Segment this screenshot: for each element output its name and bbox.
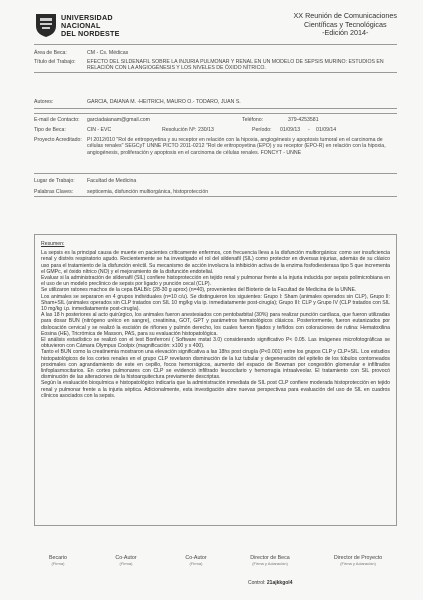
conference-line-3: -Edición 2014- <box>322 28 369 38</box>
phone-value: 379-4253581 <box>288 117 319 123</box>
abstract-paragraph: Se utilizaron ratones machos de la cepa BALB/c (28-30 g aprox) (n=40), provenientes del Bioterio de la Facultad de Medicina de la UNNE. <box>41 287 357 294</box>
header <box>34 12 399 54</box>
signature-sub: (Firma y Aclaración) <box>252 561 288 566</box>
abstract-paragraph: A las 18 h posteriores al acto quirúrgico, los animales fueron anestesiados con pentobarbital (30%) para realizar punción cardíaca, que fueron utilizadas para dosar BUN (nitrógeno uréico en sangre), creatinina, GOT, GPT y parámetros hematológicos clásicos. Posteriormente, fueron eutanizados por dislocación cervical y se realizó la escisión de riñones y pulmón derecho, los cuales fueron fijados y teñidos con coloraciones de rutina: Hematoxilina Eosina (HE), Tricrómica de Masson, PAS, para su evaluación histopatológica. <box>41 312 390 337</box>
abstract-paragraph: Según la evaluación bioquímica e histopatológico indicaría que la administración inmediata de SIL post CLP confiere moderada histoprotección en tejido renal y pulmonar frente a la injuria séptica. Adicionalmente, esta investigación abre nuevas perspectivas para evaluación del uso de SIL en cuadros clínicos asociados con la sepsis. <box>41 380 390 399</box>
project-value: PI 2012/010 "Rol de eritropoyetina y su receptor en relación con la hipoxia, angiogénesis y apoptosis tumoral en el carcinoma de células renales" SEGCyT UNNE PICTO 2011-0212 "Rol de eritropoyetina (EPO) y su receptor (EPO-R) en relación con la hipoxia, angiogénesis, proliferación y apoptosis en el carcinoma de células renales. FONCYT - UNNE <box>87 137 386 156</box>
resolution-label: Resolución Nº: <box>162 127 197 133</box>
signature-label: Co-Autor <box>185 555 207 561</box>
abstract-box <box>34 234 397 526</box>
signature-becario <box>28 555 88 566</box>
signature-coautor-2 <box>166 555 226 566</box>
authors-value: GARCIA, DAIANA M. -HEITRICH, MAURO O.- TODARO, JUAN S. <box>87 99 241 105</box>
university-name-line-3: DEL NORDESTE <box>61 29 120 38</box>
divider-2 <box>34 108 397 109</box>
period-label: Período: <box>252 127 272 133</box>
signature-sub: (Firma y Aclaración) <box>340 561 376 566</box>
abstract-paragraph: Los animales se separaron en 4 grupos individuales (n=10 c/u). Se distinguieron los siguientes: Grupo I: Sham (animales operados sin CLP), Grupo II: Sham+SIL (animales operados sin CLP tratados con SIL 10 mg/kg vía ip. inmediatamente post-cirugía); Grupo III: CLP y Grupo IV (CLP tratados con SIL 10 mg/kg i.p. inmediatamente post-cirugía). <box>41 293 390 313</box>
signature-sub: (Firma) <box>189 561 203 566</box>
university-logo-icon <box>34 12 58 38</box>
signature-label: Co-Autor <box>115 555 137 561</box>
divider-4 <box>34 173 397 174</box>
divider-1 <box>34 72 397 73</box>
divider-5 <box>34 196 397 197</box>
abstract-paragraph: El análisis estadístico se realizó con el test Bonferroni ( Software mstat 3.0) considerando significativo P< 0.05. Las imágenes microfotográficas se obtuvieron con Cámara Olympus Coolpix (magnificación: x100 y x 400). <box>41 337 390 350</box>
resolution-value: 230/13 <box>198 127 214 133</box>
email-label: E-mail de Contacto: <box>34 117 80 123</box>
scholarship-type-value: CIN - EVC <box>87 127 112 133</box>
project-label: Proyecto Acreditado: <box>34 137 82 143</box>
signature-label: Director de Proyecto <box>333 555 383 561</box>
control-code <box>248 580 292 586</box>
university-name-line-1: UNIVERSIDAD <box>61 13 113 22</box>
conference-line-2: Científicas y Tecnológicas <box>303 19 387 29</box>
authors-label: Autores: <box>34 99 54 105</box>
divider-3 <box>34 113 397 114</box>
period-separator: - <box>308 127 310 133</box>
abstract-paragraph: Evaluar si la administración de sildenafil (SIL) confiere histoprotección en tejido renal y pulmonar frente a la injuria inducida por sepsis polimicrobiana en el uso de un modelo preclínico de sepsis por ligado y punción cecal (CLP). <box>41 275 390 288</box>
signature-sub: (Firma) <box>51 561 65 566</box>
title-label: Título del Trabajo: <box>34 59 76 65</box>
signature-coautor-1 <box>96 555 156 566</box>
university-name-line-2: NACIONAL <box>61 21 101 30</box>
keywords-label: Palabras Claves: <box>34 189 74 195</box>
abstract-paragraph: Tanto el BUN como la creatinemia mostraron una elevación significativa a las 18hs post cirugía (P<0.001) entre los grupos CLP y CLP+SIL. Los estudios histopatológicos de los cortes renales en el grupo CLP revelaron disminución de la luz tubular y degeneración del epitelio de los túbulos contorneados proximales con agrandamiento de este en cepillo, focos hemorrágicos, aumento del espacio de Bowman por congestión glomerular e infiltrados linfoplasmocitarios. En cortes pulmonares con CLP se evidenció infiltrado leucocitario y hemorragia intraalveolar. El tratamiento con SIL provocó disminución de las alteraciones de la histoarquitectura previamente descriptas. <box>41 349 390 381</box>
signature-label: Director de Beca <box>250 555 290 561</box>
control-value: 21ajkkgol4 <box>266 580 293 586</box>
signature-label: Becario <box>49 555 67 561</box>
signature-director-proyecto <box>328 555 388 566</box>
signature-sub: (Firma) <box>119 561 133 566</box>
period-to: 01/09/14 <box>316 127 337 133</box>
abstract-title: Resumen: <box>41 241 65 247</box>
email-value[interactable]: garciadaianam@gmail.com <box>87 117 150 123</box>
period-from: 01/09/13 <box>280 127 301 133</box>
abstract-paragraph: La sepsis es la principal causa de muerte en pacientes críticamente enfermos, con frecuencia lleva a la disfunción multiorgánica: como ser insuficiencia renal y distrés respiratorio agudo. Recientemente se ha investigado el rol del sildenafil (SIL) como protector en diversas injurias, además de su clásico uso para el tratamiento de la disfunción eréctil. Su mecanismo de acción involucra la inhibición activa de la enzima fosfodiesterasa tipo 5 que incrementa el GMPc, el óxido nítrico (NO) y el mejoramiento de la disfunción endotelial. <box>41 250 390 275</box>
keywords-value: septicemia, disfunción multiorgánica, histoprotección <box>87 189 209 195</box>
university-name <box>61 14 120 38</box>
signature-director-beca <box>240 555 300 566</box>
workplace-label: Lugar de Trabajo: <box>34 178 75 184</box>
conference-title <box>294 12 397 38</box>
area-label: Área de Beca: <box>34 50 67 56</box>
workplace-value: Facultad de Medicina <box>87 178 137 184</box>
area-value: CM - Cs. Médicas <box>87 50 129 56</box>
title-value: EFECTO DEL SILDENAFIL SOBRE LA INJURIA PULMONAR Y RENAL EN UN MODELO DE SEPSIS MURINO: ESTUDIOS EN RELACIÓN CON LA ANGIOGÉNESIS Y LOS NIVELES DE ÓXIDO NÍTRICO. <box>87 59 384 72</box>
phone-label: Teléfono: <box>242 117 264 123</box>
control-label: Control: <box>248 580 266 586</box>
conference-line-1: XX Reunión de Comunicaciones <box>293 11 397 20</box>
scholarship-type-label: Tipo de Beca: <box>34 127 66 133</box>
header-rule <box>34 44 397 45</box>
